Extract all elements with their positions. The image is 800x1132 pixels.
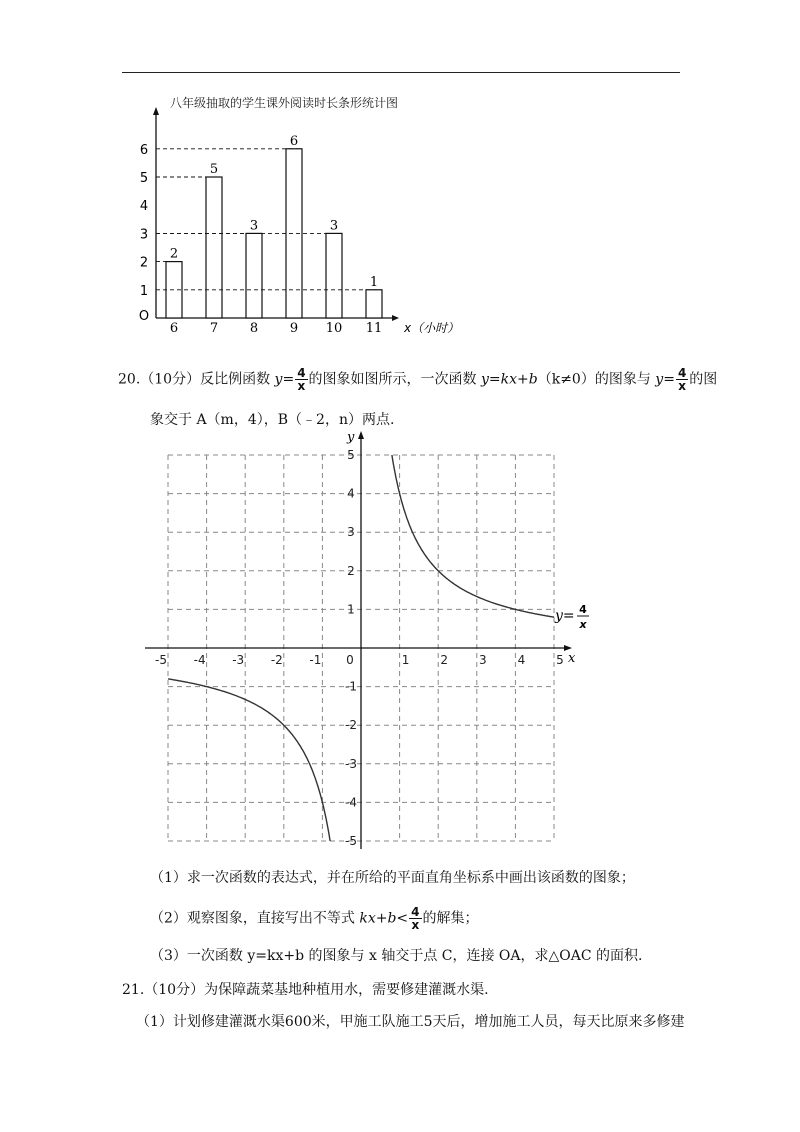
hyperbola-branch-positive (392, 455, 554, 617)
y-tick-label: -3 (345, 756, 357, 771)
frac-den: x (297, 379, 306, 393)
x-tick-label: 3 (478, 653, 487, 667)
q20-text3: 的图象与 (594, 371, 656, 388)
x-tick-label: 4 (517, 653, 526, 667)
y-tick-label: 5 (347, 448, 355, 462)
frac-den-2: x (678, 379, 686, 393)
q20-part2 (150, 906, 479, 931)
curve-label-num: 4 (579, 603, 587, 616)
bar-chart-title: 八年级抽取的学生课外阅读时长条形统计图 (170, 96, 399, 110)
fraction-4-over-x-3 (409, 906, 421, 931)
q20-linear: y=kx+b (481, 371, 538, 388)
q20-score: （10分） (140, 371, 201, 388)
frac-num: 4 (297, 366, 306, 380)
q21-line2: （1）计划修建灌溉水渠600米，甲施工队施工5天后，增加施工人员，每天比原来多修建 (136, 1014, 685, 1030)
q20-part2-a: （2）观察图象，直接写出不等式 (150, 910, 360, 927)
x-tick-label: -5 (155, 653, 167, 667)
data-label: 3 (329, 218, 339, 234)
curve-label-den: x (579, 618, 587, 631)
hyperbola-branch-negative (168, 679, 330, 841)
q20-part2-b: kx+b< (359, 910, 409, 927)
x-tick-label: -4 (193, 653, 206, 667)
y-tick-label: -4 (345, 795, 357, 810)
x-tick-label: 10 (325, 321, 343, 336)
x-tick-label: 7 (209, 321, 219, 336)
q20-text2: 的图象如图所示，一次函数 (308, 371, 481, 388)
data-label: 2 (169, 246, 179, 262)
data-label: 6 (289, 133, 299, 149)
y-tick-label: 4 (139, 199, 149, 215)
data-label: 3 (249, 218, 259, 234)
q20-number: 20. (118, 371, 141, 388)
q20-part1: （1）求一次函数的表达式，并在所给的平面直角坐标系中画出该函数的图象； (150, 870, 635, 886)
x-tick-label: 11 (365, 321, 383, 336)
y-tick-label: 2 (139, 255, 149, 271)
y-tick-label: 5 (139, 171, 149, 186)
fraction-4-over-x (295, 367, 307, 392)
q20-y-eq: y= (274, 371, 295, 388)
x-tick-label: 1 (401, 653, 410, 667)
y-tick-label: 3 (139, 227, 149, 243)
y-tick-label: 6 (139, 142, 149, 158)
q20-y-eq-2: y= (655, 371, 675, 388)
q20-line2: 象交于 A（m，4），B（﹣2，n）两点. (150, 412, 395, 428)
x-tick-label: -2 (270, 653, 283, 667)
y-axis-label: y (347, 430, 355, 445)
y-tick-label: -1 (345, 679, 357, 694)
x-tick-label: -3 (232, 653, 245, 667)
q20-line1 (118, 367, 717, 392)
y-tick-label: 4 (347, 486, 355, 501)
q20-text: 反比例函数 (200, 371, 275, 388)
x-tick-label: 2 (440, 653, 449, 667)
x-tick-label: 6 (169, 321, 179, 336)
x-axis-label: x (568, 651, 576, 666)
y-tick-label: 2 (347, 563, 355, 578)
q20-cond: （k≠0） (537, 371, 595, 388)
data-label: 1 (369, 274, 379, 290)
y-tick-label: 1 (347, 602, 355, 617)
y-tick-label: -2 (345, 718, 357, 733)
frac-num-3: 4 (411, 905, 420, 919)
frac-den-3: x (411, 918, 420, 932)
y-tick-label: 1 (139, 283, 149, 299)
x-tick-label: 5 (556, 653, 564, 667)
x-tick-label: 8 (249, 321, 259, 336)
y-axis-arrow (358, 431, 364, 439)
q20-part2-c: 的解集； (422, 910, 479, 927)
curve-label: y= (555, 608, 575, 624)
x-axis-label: x（小时） (404, 321, 460, 335)
fraction-4-over-x-2 (676, 367, 688, 392)
x-tick-label: 0 (346, 653, 354, 667)
data-label: 5 (209, 162, 219, 177)
x-tick-label: -1 (309, 653, 322, 667)
q20-text4: 的图 (689, 371, 718, 388)
y-tick-label: 3 (347, 525, 355, 540)
x-tick-label: 9 (289, 321, 299, 336)
q21-line1: 21.（10分）为保障蔬菜基地种植用水，需要修建灌溉水渠. (122, 982, 489, 998)
origin-label: O (138, 309, 150, 324)
q20-part3: （3）一次函数 y=kx+b 的图象与 x 轴交于点 C，连接 OA，求△OAC 的面积. (150, 948, 643, 964)
y-tick-label: -5 (345, 834, 357, 848)
frac-num-2: 4 (677, 366, 687, 380)
